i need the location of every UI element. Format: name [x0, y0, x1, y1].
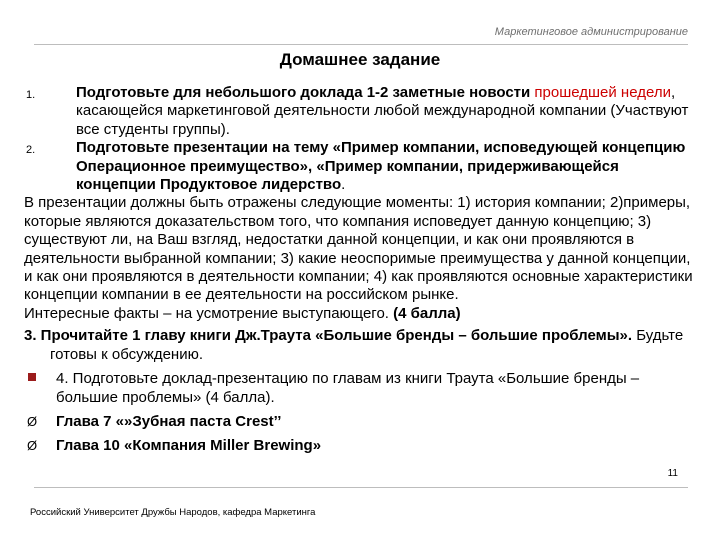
- interesting-facts-text: Интересные факты – на усмотрение выступающего.: [24, 304, 394, 322]
- course-name: Маркетинговое администрирование: [494, 26, 688, 38]
- page-number: 11: [667, 468, 678, 479]
- slide-body: [24, 84, 700, 456]
- task-1-rest: , касающейся маркетинговой деятельности любой международной компании (Участвуют все студенты группы).: [76, 84, 689, 138]
- square-bullet-icon: [28, 373, 36, 381]
- task-1: [24, 84, 700, 139]
- presentation-requirements: В презентации должны быть отражены следующие моменты: 1) история компании; 2)примеры, которые являются доказательством того, что компания исповедует данную концепцию; 3) существуют ли, на Ваш взгляд, недостатки данной концепции, и как они проявляются в деятельности выбранной компании; 3) какие неоспоримые преимущества у данной концепции, и как они проявляются в деятельности компании; 4) как проявляются основные характеристики концепции компании в ее деятельности на российском рынке.: [24, 194, 693, 304]
- task-2: [24, 139, 700, 194]
- task-2-text: Подготовьте презентации на тему «Пример компании, исповедующей концепцию Операционное преимущество», «Пример компании, придерживающейся концепции Продуктовое лидерство: [76, 139, 686, 194]
- task-1-lead: Подготовьте для небольшого доклада 1-2 заметные новости: [76, 84, 531, 101]
- chapter-item: [24, 413, 700, 431]
- slide-title: Домашнее задание: [279, 50, 441, 69]
- footer-divider: [34, 487, 688, 488]
- task-4: [24, 370, 700, 407]
- chapter-item-text: Глава 10 «Компания Miller Brewing»: [56, 437, 322, 455]
- interesting-facts-points: (4 балла): [393, 304, 461, 322]
- task-3-bold: 3. Прочитайте 1 главу книги Дж.Траута «Большие бренды – большие проблемы».: [24, 327, 633, 345]
- task-3-rest: Будьте готовы к обсуждению.: [50, 327, 684, 363]
- arrow-bullet-icon: Ø: [27, 413, 38, 429]
- task-2-end: .: [341, 176, 346, 194]
- header-divider: [34, 44, 688, 45]
- task-3: [24, 327, 700, 364]
- task-1-highlight: прошедшей недели: [534, 84, 671, 101]
- chapter-item-text: Глава 7 «»Зубная паста Crest’’: [56, 412, 282, 430]
- task-1-number: 1.: [26, 89, 36, 101]
- arrow-bullet-icon: Ø: [27, 438, 38, 454]
- task-4-text: 4. Подготовьте доклад-презентацию по главам из книги Траута «Большие бренды – большие проблемы» (4 балла).: [56, 370, 640, 406]
- footer-institution: Российский Университет Дружбы Народов, кафедра Маркетинга: [30, 507, 316, 518]
- task-2-number: 2.: [26, 144, 36, 157]
- interesting-facts: [24, 305, 700, 323]
- chapter-item: [24, 437, 700, 455]
